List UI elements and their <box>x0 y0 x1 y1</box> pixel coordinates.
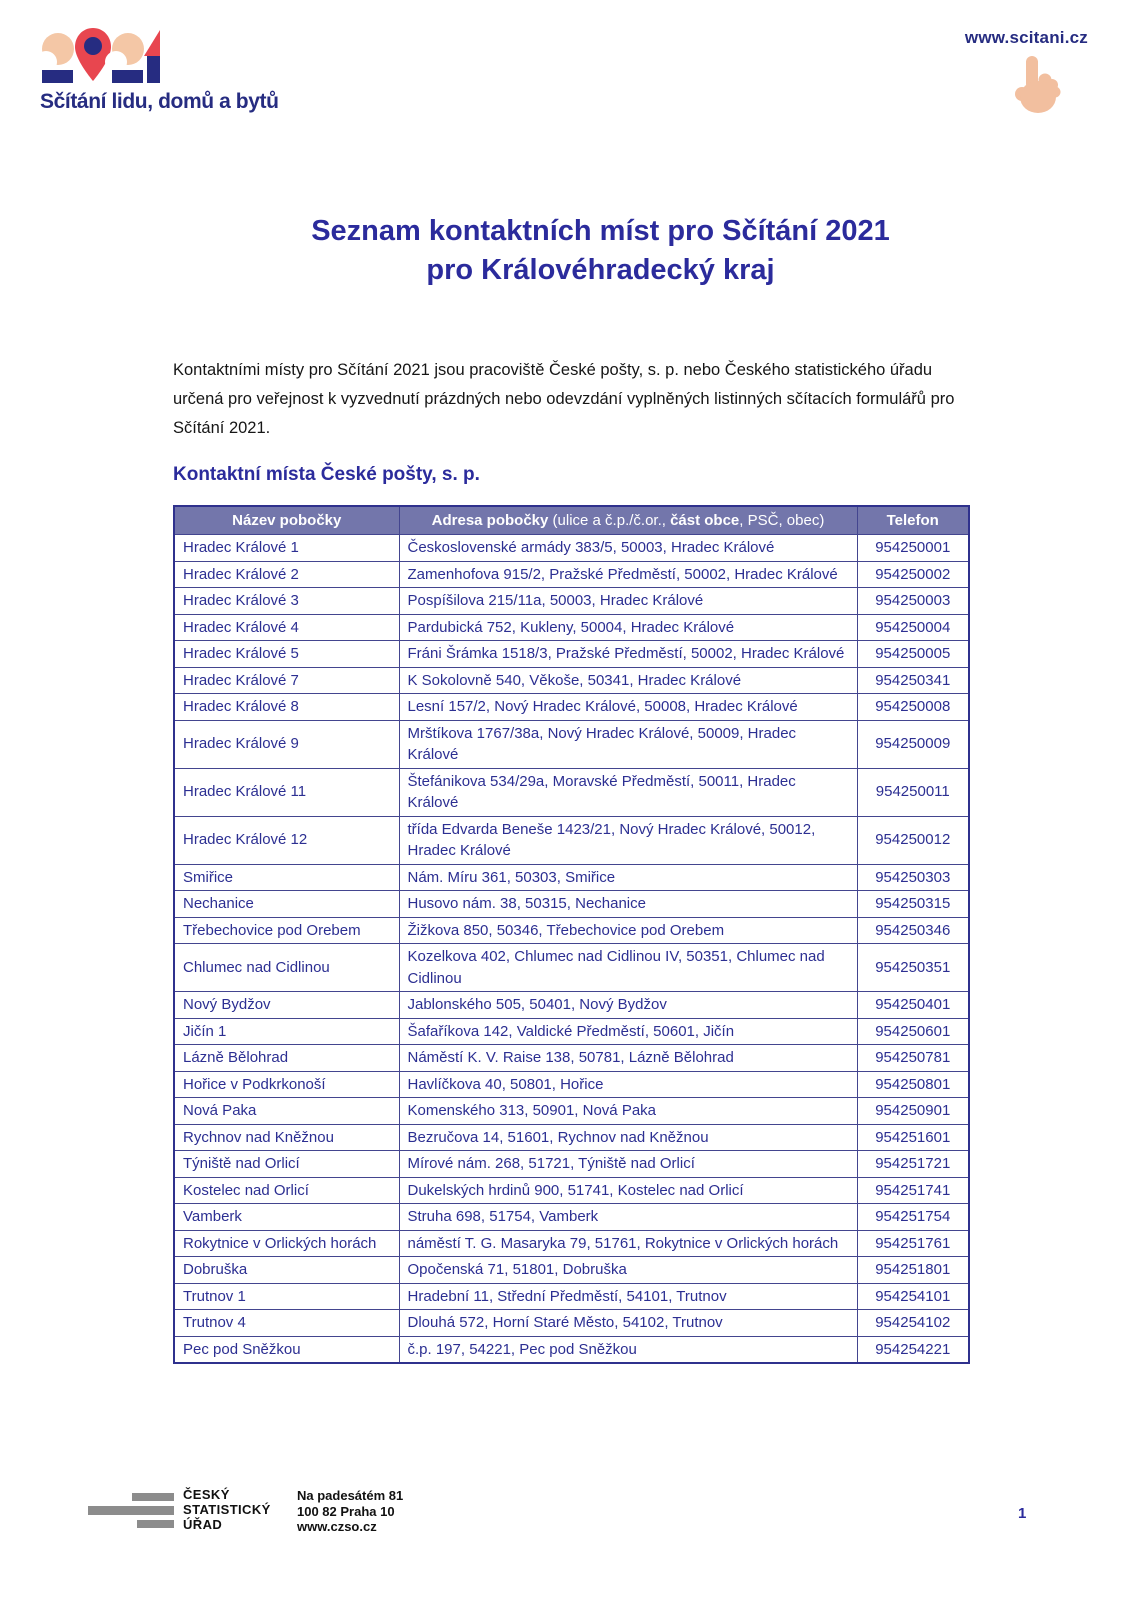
branch-phone-cell: 954250601 <box>857 1018 969 1045</box>
table-row <box>174 614 969 641</box>
logo-wordmark-line2: domů a bytů <box>158 90 279 113</box>
branch-name-cell: Kostelec nad Orlicí <box>174 1177 399 1204</box>
csu-bars-logo <box>88 1487 174 1533</box>
table-row <box>174 667 969 694</box>
branch-name-cell: Hradec Králové 12 <box>174 816 399 864</box>
czso-org-line1: ČESKÝ <box>183 1487 230 1502</box>
table-row <box>174 944 969 992</box>
branch-phone-cell: 954250004 <box>857 614 969 641</box>
header-address-bold2: část obce <box>670 512 740 529</box>
table-row <box>174 561 969 588</box>
branch-name-cell: Hořice v Podkrkonoší <box>174 1071 399 1098</box>
branch-phone-cell: 954254102 <box>857 1310 969 1337</box>
branch-address-cell: K Sokolovně 540, Věkoše, 50341, Hradec Králové <box>399 667 857 694</box>
branch-name-cell: Týniště nad Orlicí <box>174 1151 399 1178</box>
intro-paragraph: Kontaktními místy pro Sčítání 2021 jsou pracoviště České pošty, s. p. nebo Českého statistického úřadu určená pro veřejnost k vyzvednutí prázdných nebo odevzdání vyplněných listinných sčítacích formulářů pro Sčítání 2021. <box>173 361 955 437</box>
czso-org-line3: ÚŘAD <box>183 1517 223 1532</box>
table-row <box>174 694 969 721</box>
branch-phone-cell: 954250001 <box>857 535 969 562</box>
branch-name-cell: Hradec Králové 1 <box>174 535 399 562</box>
branch-name-cell: Hradec Králové 7 <box>174 667 399 694</box>
branch-phone-cell: 954251741 <box>857 1177 969 1204</box>
branch-phone-cell: 954250401 <box>857 992 969 1019</box>
page-title-line2: pro Královéhradecký kraj <box>426 254 775 286</box>
header-address-bold1: Adresa pobočky <box>431 512 553 529</box>
header-address-regular1: (ulice a č.p./č.or., <box>552 512 671 529</box>
branch-phone-cell: 954250011 <box>857 768 969 816</box>
branch-address-cell: Nám. Míru 361, 50303, Smiřice <box>399 864 857 891</box>
table-row <box>174 1283 969 1310</box>
branch-name-cell: Nový Bydžov <box>174 992 399 1019</box>
czso-org-line2: STATISTICKÝ <box>183 1502 271 1517</box>
branch-address-cell: Bezručova 14, 51601, Rychnov nad Kněžnou <box>399 1124 857 1151</box>
branch-address-cell: Opočenská 71, 51801, Dobruška <box>399 1257 857 1284</box>
branch-phone-cell: 954250002 <box>857 561 969 588</box>
branch-phone-cell: 954250005 <box>857 641 969 668</box>
branch-phone-cell: 954250781 <box>857 1045 969 1072</box>
branch-phone-cell: 954251761 <box>857 1230 969 1257</box>
section-heading: Kontaktní místa České pošty, s. p. <box>173 464 480 485</box>
census-2021-logo <box>40 26 279 113</box>
branch-address-cell: Lesní 157/2, Nový Hradec Králové, 50008, Hradec Králové <box>399 694 857 721</box>
contact-points-table <box>173 505 970 1364</box>
logo-digit-2a <box>40 33 74 83</box>
table-row <box>174 641 969 668</box>
table-row <box>174 1204 969 1231</box>
website-block <box>965 28 1088 121</box>
branch-name-cell: Nová Paka <box>174 1098 399 1125</box>
table-row <box>174 891 969 918</box>
branch-phone-cell: 954250901 <box>857 1098 969 1125</box>
branch-address-cell: Pospíšilova 215/11a, 50003, Hradec Králové <box>399 588 857 615</box>
table-row <box>174 1336 969 1363</box>
table-row <box>174 1230 969 1257</box>
branch-phone-cell: 954250008 <box>857 694 969 721</box>
table-row <box>174 1124 969 1151</box>
branch-name-cell: Chlumec nad Cidlinou <box>174 944 399 992</box>
pointing-hand-icon <box>965 54 1064 121</box>
branch-phone-cell: 954254101 <box>857 1283 969 1310</box>
branch-address-cell: Dlouhá 572, Horní Staré Město, 54102, Trutnov <box>399 1310 857 1337</box>
branch-name-cell: Jičín 1 <box>174 1018 399 1045</box>
logo-digit-2b <box>105 33 144 83</box>
table-row <box>174 992 969 1019</box>
table-row <box>174 1310 969 1337</box>
branch-address-cell: Československé armády 383/5, 50003, Hradec Králové <box>399 535 857 562</box>
table-row <box>174 1045 969 1072</box>
header-branch-address <box>399 506 857 535</box>
table-header-row <box>174 506 969 535</box>
branch-phone-cell: 954251601 <box>857 1124 969 1151</box>
header-address-regular2: , PSČ, obec) <box>739 512 825 529</box>
czso-org-name <box>183 1487 271 1532</box>
czso-address-line2: 100 82 Praha 10 <box>297 1503 395 1519</box>
branch-address-cell: Komenského 313, 50901, Nová Paka <box>399 1098 857 1125</box>
table-row <box>174 535 969 562</box>
branch-phone-cell: 954254221 <box>857 1336 969 1363</box>
branch-name-cell: Hradec Králové 9 <box>174 720 399 768</box>
logo-wordmark-line1: Sčítání lidu, <box>40 90 153 113</box>
branch-address-cell: Náměstí K. V. Raise 138, 50781, Lázně Bělohrad <box>399 1045 857 1072</box>
branch-name-cell: Hradec Králové 4 <box>174 614 399 641</box>
branch-phone-cell: 954250303 <box>857 864 969 891</box>
czso-address-block <box>297 1488 403 1535</box>
contact-table-body <box>174 535 969 1364</box>
branch-name-cell: Rokytnice v Orlických horách <box>174 1230 399 1257</box>
branch-address-cell: Štefánikova 534/29a, Moravské Předměstí, 50011, Hradec Králové <box>399 768 857 816</box>
table-row <box>174 720 969 768</box>
branch-phone-cell: 954250315 <box>857 891 969 918</box>
branch-name-cell: Pec pod Sněžkou <box>174 1336 399 1363</box>
branch-name-cell: Hradec Králové 5 <box>174 641 399 668</box>
branch-address-cell: Pardubická 752, Kukleny, 50004, Hradec Králové <box>399 614 857 641</box>
branch-name-cell: Hradec Králové 2 <box>174 561 399 588</box>
branch-name-cell: Smiřice <box>174 864 399 891</box>
table-row <box>174 816 969 864</box>
branch-name-cell: Trutnov 4 <box>174 1310 399 1337</box>
table-row <box>174 1071 969 1098</box>
table-row <box>174 917 969 944</box>
branch-name-cell: Hradec Králové 3 <box>174 588 399 615</box>
branch-name-cell: Třebechovice pod Orebem <box>174 917 399 944</box>
branch-phone-cell: 954250003 <box>857 588 969 615</box>
branch-address-cell: Žižkova 850, 50346, Třebechovice pod Orebem <box>399 917 857 944</box>
branch-name-cell: Hradec Králové 11 <box>174 768 399 816</box>
branch-name-cell: Hradec Králové 8 <box>174 694 399 721</box>
branch-phone-cell: 954250341 <box>857 667 969 694</box>
branch-name-cell: Dobruška <box>174 1257 399 1284</box>
website-link[interactable]: www.scitani.cz <box>964 28 1088 47</box>
branch-address-cell: Zamenhofova 915/2, Pražské Předměstí, 50002, Hradec Králové <box>399 561 857 588</box>
branch-address-cell: č.p. 197, 54221, Pec pod Sněžkou <box>399 1336 857 1363</box>
branch-name-cell: Nechanice <box>174 891 399 918</box>
branch-address-cell: Struha 698, 51754, Vamberk <box>399 1204 857 1231</box>
branch-phone-cell: 954251801 <box>857 1257 969 1284</box>
location-pin-icon <box>75 28 111 81</box>
branch-phone-cell: 954250009 <box>857 720 969 768</box>
branch-name-cell: Lázně Bělohrad <box>174 1045 399 1072</box>
branch-phone-cell: 954251721 <box>857 1151 969 1178</box>
branch-address-cell: Mírové nám. 268, 51721, Týniště nad Orlicí <box>399 1151 857 1178</box>
branch-address-cell: Mrštíkova 1767/38a, Nový Hradec Králové, 50009, Hradec Králové <box>399 720 857 768</box>
branch-address-cell: Šafaříkova 142, Valdické Předměstí, 50601, Jičín <box>399 1018 857 1045</box>
branch-name-cell: Rychnov nad Kněžnou <box>174 1124 399 1151</box>
branch-phone-cell: 954250801 <box>857 1071 969 1098</box>
branch-address-cell: Husovo nám. 38, 50315, Nechanice <box>399 891 857 918</box>
branch-phone-cell: 954250351 <box>857 944 969 992</box>
table-row <box>174 1257 969 1284</box>
branch-address-cell: Havlíčkova 40, 50801, Hořice <box>399 1071 857 1098</box>
branch-address-cell: Dukelských hrdinů 900, 51741, Kostelec nad Orlicí <box>399 1177 857 1204</box>
branch-phone-cell: 954251754 <box>857 1204 969 1231</box>
branch-address-cell: Hradební 11, Střední Předměstí, 54101, Trutnov <box>399 1283 857 1310</box>
branch-address-cell: třída Edvarda Beneše 1423/21, Nový Hradec Králové, 50012, Hradec Králové <box>399 816 857 864</box>
branch-address-cell: Kozelkova 402, Chlumec nad Cidlinou IV, 50351, Chlumec nad Cidlinou <box>399 944 857 992</box>
page-number: 1 <box>1018 1505 1027 1522</box>
branch-address-cell: Jablonského 505, 50401, Nový Bydžov <box>399 992 857 1019</box>
table-row <box>174 1177 969 1204</box>
header-branch-name: Název pobočky <box>174 506 399 535</box>
logo-digit-1 <box>144 30 160 83</box>
table-row <box>174 1151 969 1178</box>
logo-2021-digits <box>40 26 172 86</box>
table-row <box>174 768 969 816</box>
page-title-line1: Seznam kontaktních míst pro Sčítání 2021 <box>311 215 890 247</box>
czso-website-link[interactable]: www.czso.cz <box>297 1519 377 1534</box>
table-row <box>174 1098 969 1125</box>
logo-wordmark <box>40 90 279 113</box>
table-row <box>174 588 969 615</box>
page-title <box>173 212 1028 290</box>
header-phone: Telefon <box>857 506 969 535</box>
branch-phone-cell: 954250346 <box>857 917 969 944</box>
czso-logo-block <box>88 1487 271 1533</box>
czso-address-line1: Na padesátém 81 <box>297 1488 404 1503</box>
branch-name-cell: Trutnov 1 <box>174 1283 399 1310</box>
branch-name-cell: Vamberk <box>174 1204 399 1231</box>
branch-address-cell: náměstí T. G. Masaryka 79, 51761, Rokytnice v Orlických horách <box>399 1230 857 1257</box>
table-header <box>174 506 969 535</box>
table-row <box>174 1018 969 1045</box>
table-row <box>174 864 969 891</box>
branch-phone-cell: 954250012 <box>857 816 969 864</box>
branch-address-cell: Fráni Šrámka 1518/3, Pražské Předměstí, 50002, Hradec Králové <box>399 641 857 668</box>
